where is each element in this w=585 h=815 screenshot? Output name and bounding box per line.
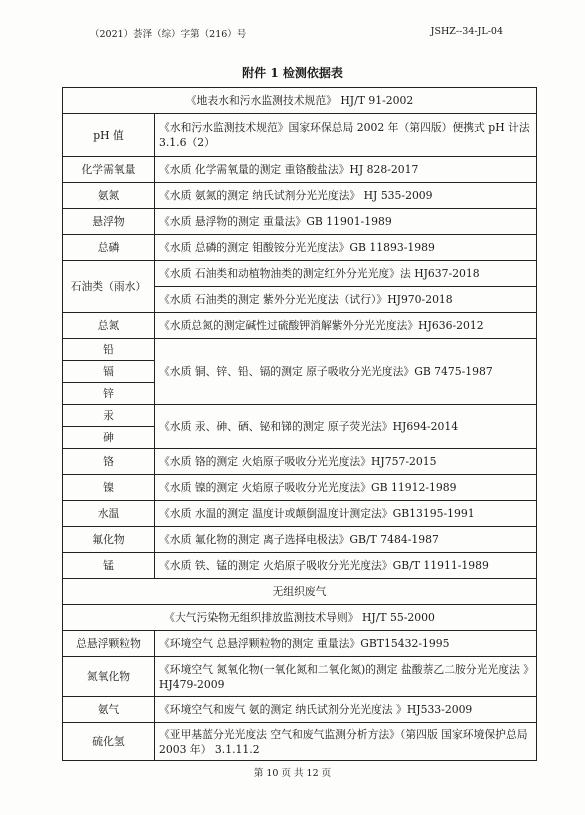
item-name: 化学需氧量 bbox=[63, 157, 155, 183]
table-row bbox=[63, 697, 537, 723]
page-title: 附件 1 检测依据表 bbox=[242, 66, 343, 80]
item-name: 硫化氢 bbox=[63, 723, 155, 761]
table-row bbox=[63, 339, 537, 361]
item-name: 氮氧化物 bbox=[63, 657, 155, 697]
air-standard: 《大气污染物无组织排放监测技术导则》 HJ/T 55-2000 bbox=[63, 605, 537, 631]
table-row bbox=[63, 235, 537, 261]
method-text: 《水质 悬浮物的测定 重量法》GB 11901-1989 bbox=[155, 209, 537, 235]
method-text: 《水质 氨氮的测定 纳氏试剂分光光度法》 HJ 535-2009 bbox=[155, 183, 537, 209]
item-name: 水温 bbox=[63, 501, 155, 527]
table-row bbox=[63, 631, 537, 657]
page-number: 第 10 页 共 12 页 bbox=[253, 768, 332, 779]
method-text: 《水质 铜、锌、铅、镉的测定 原子吸收分光光度法》GB 7475-1987 bbox=[155, 339, 537, 405]
method-text: 《水质 汞、砷、硒、铋和锑的测定 原子荧光法》HJ694-2014 bbox=[155, 405, 537, 449]
method-text: 《环境空气 总悬浮颗粒物的测定 重量法》GBT15432-1995 bbox=[155, 631, 537, 657]
table-row bbox=[63, 449, 537, 475]
air-section-title: 无组织废气 bbox=[63, 579, 537, 605]
item-name: 氨气 bbox=[63, 697, 155, 723]
item-name: 铬 bbox=[63, 449, 155, 475]
method-text: 《水质 铁、锰的测定 火焰原子吸收分光光度法》GB/T 11911-1989 bbox=[155, 553, 537, 579]
item-name: 总悬浮颗粒物 bbox=[63, 631, 155, 657]
test-basis-table bbox=[62, 87, 537, 761]
document-number: （2021）荟泽（综）字第（216）号 bbox=[90, 29, 247, 40]
table-row bbox=[63, 114, 537, 157]
table-row bbox=[63, 313, 537, 339]
item-name: 氟化物 bbox=[63, 527, 155, 553]
water-section-title: 《地表水和污水监测技术规范》 HJ/T 91-2002 bbox=[63, 88, 537, 114]
method-text: 《水质 水温的测定 温度计或颠倒温度计测定法》GB13195-1991 bbox=[155, 501, 537, 527]
item-name: pH 值 bbox=[63, 114, 155, 157]
method-text: 《水和污水监测技术规范》国家环保总局 2002 年（第四版）便携式 pH 计法 3.1.6（2） bbox=[155, 114, 537, 157]
item-name: 总磷 bbox=[63, 235, 155, 261]
table-row bbox=[63, 605, 537, 631]
table-row bbox=[63, 579, 537, 605]
method-text: 《水质 石油类和动植物油类的测定红外分光光度》法 HJ637-2018 bbox=[155, 261, 537, 287]
method-text: 《水质总氮的测定碱性过硫酸钾消解紫外分光光度法》HJ636-2012 bbox=[155, 313, 537, 339]
table-row bbox=[63, 88, 537, 114]
table-row bbox=[63, 657, 537, 697]
method-text: 《水质 镍的测定 火焰原子吸收分光光度法》GB 11912-1989 bbox=[155, 475, 537, 501]
method-text: 《水质 石油类的测定 紫外分光光度法（试行）》HJ970-2018 bbox=[155, 287, 537, 313]
table-row bbox=[63, 157, 537, 183]
item-name: 锰 bbox=[63, 553, 155, 579]
table-row bbox=[63, 405, 537, 427]
table-row bbox=[63, 553, 537, 579]
table-row bbox=[63, 723, 537, 761]
method-text: 《环境空气 氮氧化物(一氧化氮和二氧化氮)的测定 盐酸萘乙二胺分光光度法 》HJ479-2009 bbox=[155, 657, 537, 697]
item-name: 氨氮 bbox=[63, 183, 155, 209]
method-text: 《水质 总磷的测定 钼酸铵分光光度法》GB 11893-1989 bbox=[155, 235, 537, 261]
form-code: JSHZ--34-JL-04 bbox=[430, 26, 503, 37]
method-text: 《水质 氟化物的测定 离子选择电极法》GB/T 7484-1987 bbox=[155, 527, 537, 553]
method-text: 《环境空气和废气 氨的测定 纳氏试剂分光光度法 》HJ533-2009 bbox=[155, 697, 537, 723]
table-row bbox=[63, 527, 537, 553]
item-name: 镍 bbox=[63, 475, 155, 501]
item-name: 砷 bbox=[63, 427, 155, 449]
method-text: 《水质 铬的测定 火焰原子吸收分光光度法》HJ757-2015 bbox=[155, 449, 537, 475]
table-row bbox=[63, 261, 537, 287]
item-name: 悬浮物 bbox=[63, 209, 155, 235]
item-name: 锌 bbox=[63, 383, 155, 405]
table-row bbox=[63, 501, 537, 527]
table-row bbox=[63, 183, 537, 209]
item-name: 总氮 bbox=[63, 313, 155, 339]
table-row bbox=[63, 209, 537, 235]
item-name: 汞 bbox=[63, 405, 155, 427]
table-row bbox=[63, 475, 537, 501]
item-name: 石油类（雨水） bbox=[63, 261, 155, 313]
item-name: 镉 bbox=[63, 361, 155, 383]
method-text: 《亚甲基蓝分光光度法 空气和废气监测分析方法》（第四版 国家环境保护总局 2003 年） 3.1.11.2 bbox=[155, 723, 537, 761]
item-name: 铅 bbox=[63, 339, 155, 361]
method-text: 《水质 化学需氧量的测定 重铬酸盐法》HJ 828-2017 bbox=[155, 157, 537, 183]
